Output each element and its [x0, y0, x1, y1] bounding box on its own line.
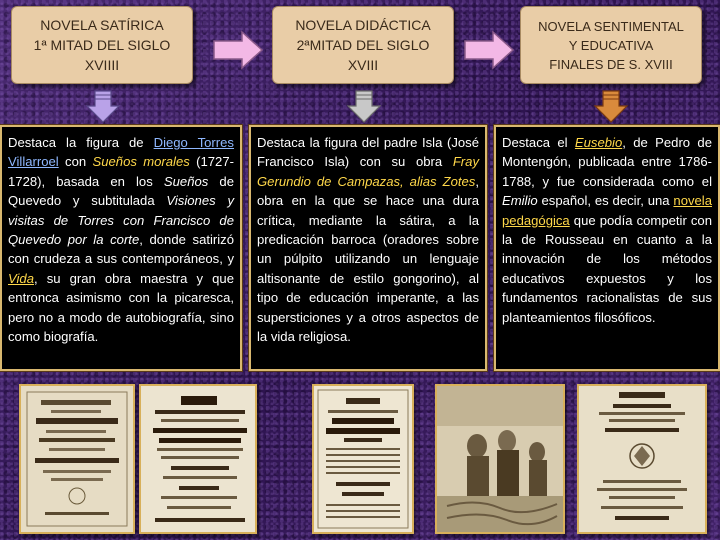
book-cover-fray-gerundio	[312, 384, 414, 534]
text-box-satirica	[0, 125, 242, 371]
work-title-fray-gerundio: Fray Gerundio de Campazas, alias Zotes	[257, 154, 479, 189]
book-cover-illustration	[21, 386, 133, 532]
text-segment: Destaca la figura del padre Isla (José Francisco Isla) con su obra	[257, 135, 479, 170]
book-cover-eusebio	[577, 384, 707, 534]
book-cover-vida-torres	[139, 384, 257, 534]
book-cover-illustration	[141, 386, 255, 532]
text-segment: Destaca el	[502, 135, 575, 150]
text-segment: de Quevedo y subtitulada	[8, 173, 234, 209]
book-cover-illustration	[314, 386, 412, 532]
text-segment: Destaca la figura de	[8, 135, 154, 150]
engraving-picture	[437, 386, 563, 532]
arrow-right-icon	[463, 30, 515, 70]
book-cover-illustration	[579, 386, 705, 532]
work-title-emilio: Emilio	[502, 193, 538, 209]
author-link-torres-villarroel[interactable]: Diego Torres Villarroel	[8, 135, 234, 170]
text-box-sentimental	[494, 125, 720, 371]
text-segment: , de Pedro de Montengón, publicada entre 1786-1788, y fue considerada como el	[502, 135, 712, 189]
text-segment: (1727-1728), basada en los	[8, 154, 234, 189]
text-segment: , su gran obra maestra y que entronca asimismo con la picaresca, pero no a modo de autobiografía, sino como biografía.	[8, 270, 234, 345]
arrow-down-icon	[85, 90, 121, 124]
header-novela-didactica: NOVELA DIDÁCTICA 2ªMITAD DEL SIGLO XVIII	[272, 6, 454, 84]
text-segment: , obra en la que se hace una dura crítica, mediante la sátira, a la predicación barroca (oradores sobre un púlpito utilizando un lenguaje altisonante de estilo gongorino), al tipo de educación imperante, a las supersticiones y a otros aspectos de la vida religiosa.	[257, 173, 479, 345]
work-link-vida[interactable]: Vida	[8, 270, 34, 286]
text-segment: español, es decir, una	[537, 193, 674, 209]
text-segment: con	[58, 154, 93, 170]
arrow-down-icon	[593, 90, 629, 124]
header-novela-satirica: NOVELA SATÍRICA 1ª MITAD DEL SIGLO XVIIII	[11, 6, 193, 84]
link-novela-pedagogica[interactable]: novela pedagógica	[502, 193, 712, 228]
arrow-down-icon	[346, 90, 382, 124]
header-novela-sentimental: NOVELA SENTIMENTAL Y EDUCATIVA FINALES DE S. XVIII	[520, 6, 702, 84]
work-subtitle: Visiones y visitas de Torres con Francisco de Quevedo por la corte	[8, 193, 234, 248]
book-cover-suenos-morales	[19, 384, 135, 534]
text-segment: , donde satirizó con crudeza a sus contemporáneos, y	[8, 232, 234, 267]
work-title-suenos: Sueños	[163, 173, 209, 189]
text-segment: que podía competir con la de Rousseau en cuanto a la innovación de los métodos educativos expuestos y los fundamentos racionalistas de sus planteamientos filosóficos.	[502, 212, 712, 325]
work-link-eusebio[interactable]: Eusebio	[574, 135, 623, 150]
work-title-suenos-morales: Sueños morales	[92, 154, 190, 170]
text-box-didactica	[249, 125, 487, 371]
arrow-right-icon	[212, 30, 264, 70]
engraving-illustration	[435, 384, 565, 534]
